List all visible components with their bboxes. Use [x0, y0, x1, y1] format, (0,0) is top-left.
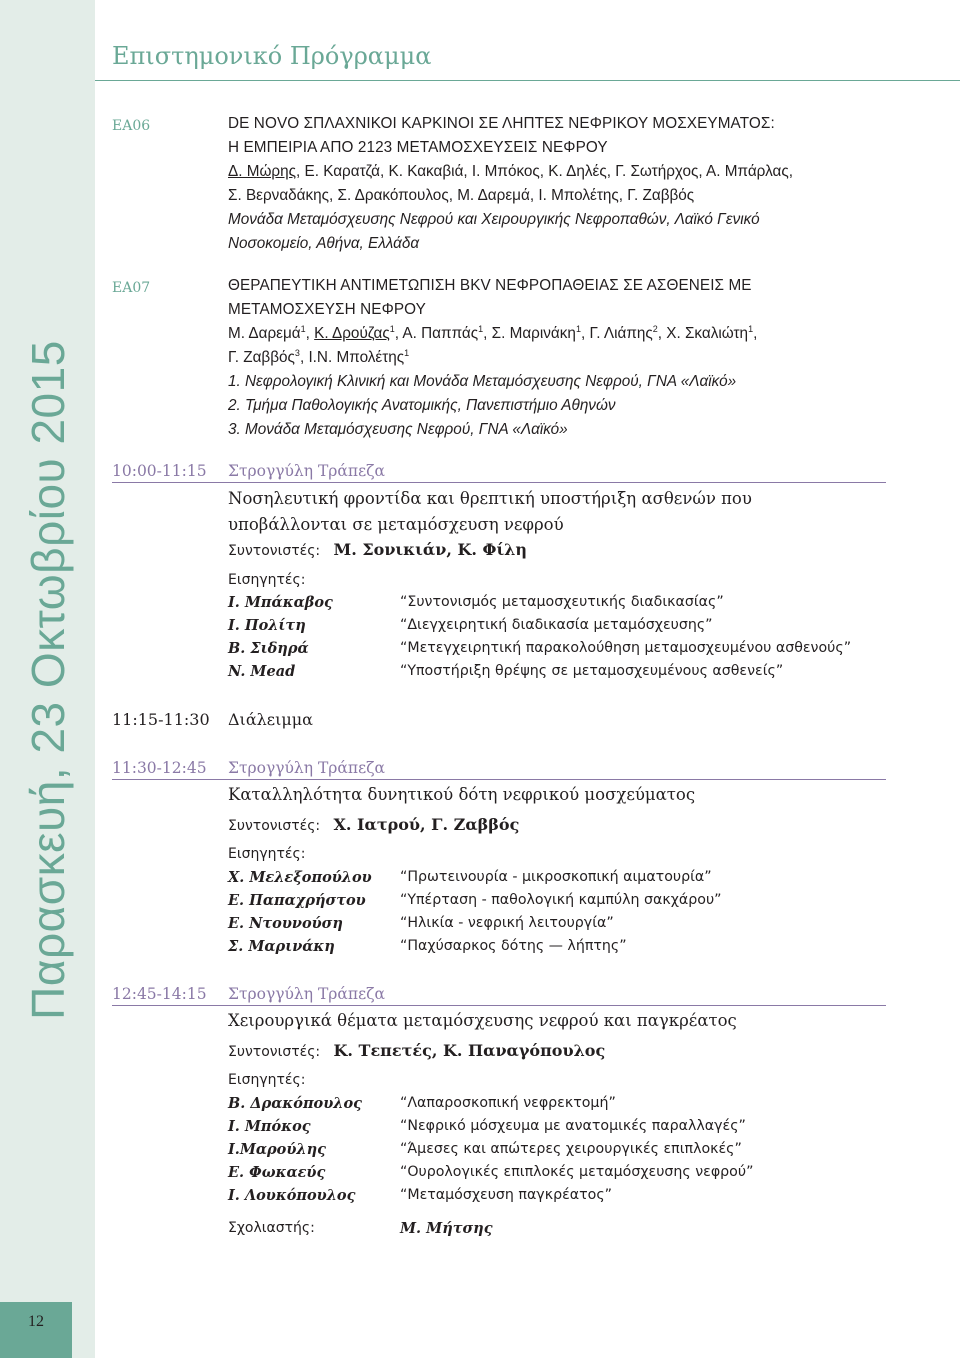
affiliation-superscript: 1 [404, 347, 410, 358]
page-number: 12 [28, 1313, 44, 1330]
session-title [228, 782, 695, 808]
talk-topic: “Μεταμόσχευση παγκρέατος” [400, 1187, 612, 1203]
abstract-affiliation: 1. Νεφρολογική Κλινική και Μονάδα Μεταμόσχευσης Νεφρού, ΓΝΑ «Λαϊκό» [228, 373, 737, 390]
talk-topic: “Πρωτεινουρία - μικροσκοπική αιματουρία” [400, 869, 712, 885]
abstract-ea06 [228, 112, 793, 256]
affiliation-superscript: 1 [478, 323, 484, 334]
moderators-names: Μ. Σονικιάν, Κ. Φίλη [333, 540, 528, 559]
talk-topic: “Λαπαροσκοπική νεφρεκτομή” [400, 1095, 616, 1111]
abstract-authors: Μ. Δαρεμά$^1$, Κ. Δρούζας$^1$, Α. Παππάς$^1$, Σ. Μαρινάκη$^1$, Γ. Λιάπης$^2$, Χ. Σκαλιώτη$^1$, [228, 323, 758, 342]
session-time: 12:45-14:15 [112, 985, 207, 1003]
author-name: Μ. Δαρεμά [228, 325, 301, 342]
speaker-name: Σ. Μαρινάκη [228, 938, 335, 955]
speakers-label: Εισηγητές: [228, 572, 306, 588]
session-divider [112, 482, 886, 483]
talk-topic: “Παχύσαρκος δότης — λήπτης” [400, 938, 627, 954]
session-title-line: Νοσηλευτική φροντίδα και θρεπτική υποστήριξη ασθενών που [228, 489, 752, 508]
affiliation-superscript: 1 [389, 323, 395, 334]
abstract-affiliation: Μονάδα Μεταμόσχευσης Νεφρού και Χειρουργικής Νεφροπαθών, Λαϊκό Γενικό [228, 211, 760, 228]
moderators-row [228, 540, 527, 559]
presenting-author: Δ. Μώρης [228, 163, 296, 180]
abstract-affiliation: Νοσοκομείο, Αθήνα, Ελλάδα [228, 235, 420, 252]
affiliation-superscript: 3 [294, 347, 300, 358]
break-time: 11:15-11:30 [112, 710, 210, 729]
speaker-name: Ι.Μαρούλης [228, 1141, 326, 1158]
speaker-name: Ι. Μπόκος [228, 1118, 311, 1135]
author-name: Α. Παππάς [402, 325, 479, 342]
moderators-label: Συντονιστές: [228, 543, 321, 559]
affiliation-superscript: 1 [300, 323, 306, 334]
speakers-label: Εισηγητές: [228, 1072, 306, 1088]
speaker-name: Ε. Ντουνούση [228, 915, 343, 932]
author-list: , Ε. Καρατζά, Κ. Κακαβιά, Ι. Μπόκος, Κ. Δηλές, Γ. Σωτήρχος, Α. Μπάρλας, [296, 163, 793, 180]
moderators-label: Συντονιστές: [228, 818, 321, 834]
abstract-code-ea06: ΕΑ06 [112, 118, 151, 134]
abstract-title-line: ΘΕΡΑΠΕΥΤΙΚΗ ΑΝΤΙΜΕΤΩΠΙΣΗ BKV ΝΕΦΡΟΠΑΘΕΙΑΣ ΣΕ ΑΣΘΕΝΕΙΣ ΜΕ [228, 277, 752, 294]
abstract-authors [228, 160, 793, 184]
speaker-name: Ε. Φωκαεύς [228, 1164, 326, 1181]
session-type: Στρογγύλη Τράπεζα [228, 462, 385, 480]
author-name: Χ. Σκαλιώτη [666, 325, 749, 342]
commentator-label: Σχολιαστής: [228, 1220, 315, 1236]
session-title [228, 1008, 737, 1034]
speaker-name: Ε. Παπαχρήστου [228, 892, 366, 909]
speaker-name: Χ. Μελεξοπούλου [228, 869, 372, 886]
break-label: Διάλειμμα [228, 710, 313, 729]
affiliation-superscript: 2 [652, 323, 658, 334]
talk-topic: “Μετεγχειρητική παρακολούθηση μεταμοσχευμένου ασθενούς” [400, 640, 852, 656]
speaker-name: Ι. Πολίτη [228, 617, 306, 634]
author-name: Σ. Μαρινάκη [491, 325, 576, 342]
abstract-authors: Σ. Βερναδάκης, Σ. Δρακόπουλος, Μ. Δαρεμά, Ι. Μπολέτης, Γ. Ζαββός [228, 187, 695, 204]
talk-topic: “Ηλικία - νεφρική λειτουργία” [400, 915, 614, 931]
author-name: Γ. Λιάπης [589, 325, 653, 342]
abstract-title-line: ΜΕΤΑΜΟΣΧΕΥΣΗ ΝΕΦΡΟΥ [228, 301, 426, 318]
session-title [228, 486, 752, 538]
moderators-row [228, 1041, 605, 1060]
moderators-names: Κ. Τεπετές, Κ. Παναγόπουλος [333, 1041, 606, 1060]
affiliation-superscript: 1 [575, 323, 581, 334]
author-name: Γ. Ζαββός [228, 349, 295, 366]
session-type: Στρογγύλη Τράπεζα [228, 759, 385, 777]
talk-topic: “Διεγχειρητική διαδικασία μεταμόσχευσης” [400, 617, 713, 633]
session-title-line: Καταλληλότητα δυνητικού δότη νεφρικού μοσχεύματος [228, 785, 696, 804]
talk-topic: “Συντονισμός μεταμοσχευτικής διαδικασίας” [400, 594, 724, 610]
abstract-ea07 [228, 274, 757, 442]
abstract-code-ea07: ΕΑ07 [112, 280, 151, 296]
speaker-name: Β. Δρακόπουλος [228, 1095, 362, 1112]
page-title: Επιστημονικό Πρόγραμμα [112, 42, 432, 70]
speaker-name: Ι. Λουκόπουλος [228, 1187, 356, 1204]
affiliation-superscript: 1 [748, 323, 754, 334]
session-time: 11:30-12:45 [112, 759, 207, 777]
talk-topic: “Νεφρικό μόσχευμα με ανατομικές παραλλαγές” [400, 1118, 746, 1134]
talk-topic: “Υποστήριξη θρέψης σε μεταμοσχευμένους ασθενείς” [400, 663, 784, 679]
session-divider [112, 1005, 886, 1006]
moderators-row [228, 815, 519, 834]
vertical-date-title: Παρασκευή, 23 Οκτωβρίου 2015 [22, 340, 74, 1020]
abstract-title-line: Η ΕΜΠΕΙΡΙΑ ΑΠΟ 2123 ΜΕΤΑΜΟΣΧΕΥΣΕΙΣ ΝΕΦΡΟΥ [228, 139, 608, 156]
session-title-line: υποβάλλονται σε μεταμόσχευση νεφρού [228, 515, 564, 534]
author-name: Κ. Δρούζας [314, 325, 390, 342]
talk-topic: “Υπέρταση - παθολογική καμπύλη σακχάρου” [400, 892, 722, 908]
session-type: Στρογγύλη Τράπεζα [228, 985, 385, 1003]
abstract-title-line: DE NOVO ΣΠΛΑΧΝΙΚΟΙ ΚΑΡΚΙΝΟΙ ΣΕ ΛΗΠΤΕΣ ΝΕΦΡΙΚΟΥ ΜΟΣΧΕΥΜΑΤΟΣ: [228, 115, 775, 132]
header-divider [95, 80, 960, 81]
speaker-name: Ι. Μπάκαβος [228, 594, 333, 611]
session-title-line: Χειρουργικά θέματα μεταμόσχευσης νεφρού και παγκρέατος [228, 1011, 737, 1030]
abstract-affiliation: 3. Μονάδα Μεταμόσχευσης Νεφρού, ΓΝΑ «Λαϊκό» [228, 421, 568, 438]
session-time: 10:00-11:15 [112, 462, 207, 480]
talk-topic: “Άμεσες και απώτερες χειρουργικές επιπλοκές” [400, 1141, 742, 1157]
commentator-name: Μ. Μήτσης [400, 1220, 493, 1237]
author-name: Ι.Ν. Μπολέτης [308, 349, 405, 366]
session-divider [112, 779, 886, 780]
speakers-label: Εισηγητές: [228, 846, 306, 862]
abstract-affiliation: 2. Τμήμα Παθολογικής Ανατομικής, Πανεπιστήμιο Αθηνών [228, 397, 616, 414]
speaker-name: Β. Σιδηρά [228, 640, 309, 657]
speaker-name: N. Mead [228, 663, 296, 680]
talk-topic: “Ουρολογικές επιπλοκές μεταμόσχευσης νεφρού” [400, 1164, 754, 1180]
moderators-names: Χ. Ιατρού, Γ. Ζαββός [333, 815, 520, 834]
abstract-authors: Γ. Ζαββός$^3$, Ι.Ν. Μπολέτης$^1$ [228, 347, 410, 366]
moderators-label: Συντονιστές: [228, 1044, 321, 1060]
